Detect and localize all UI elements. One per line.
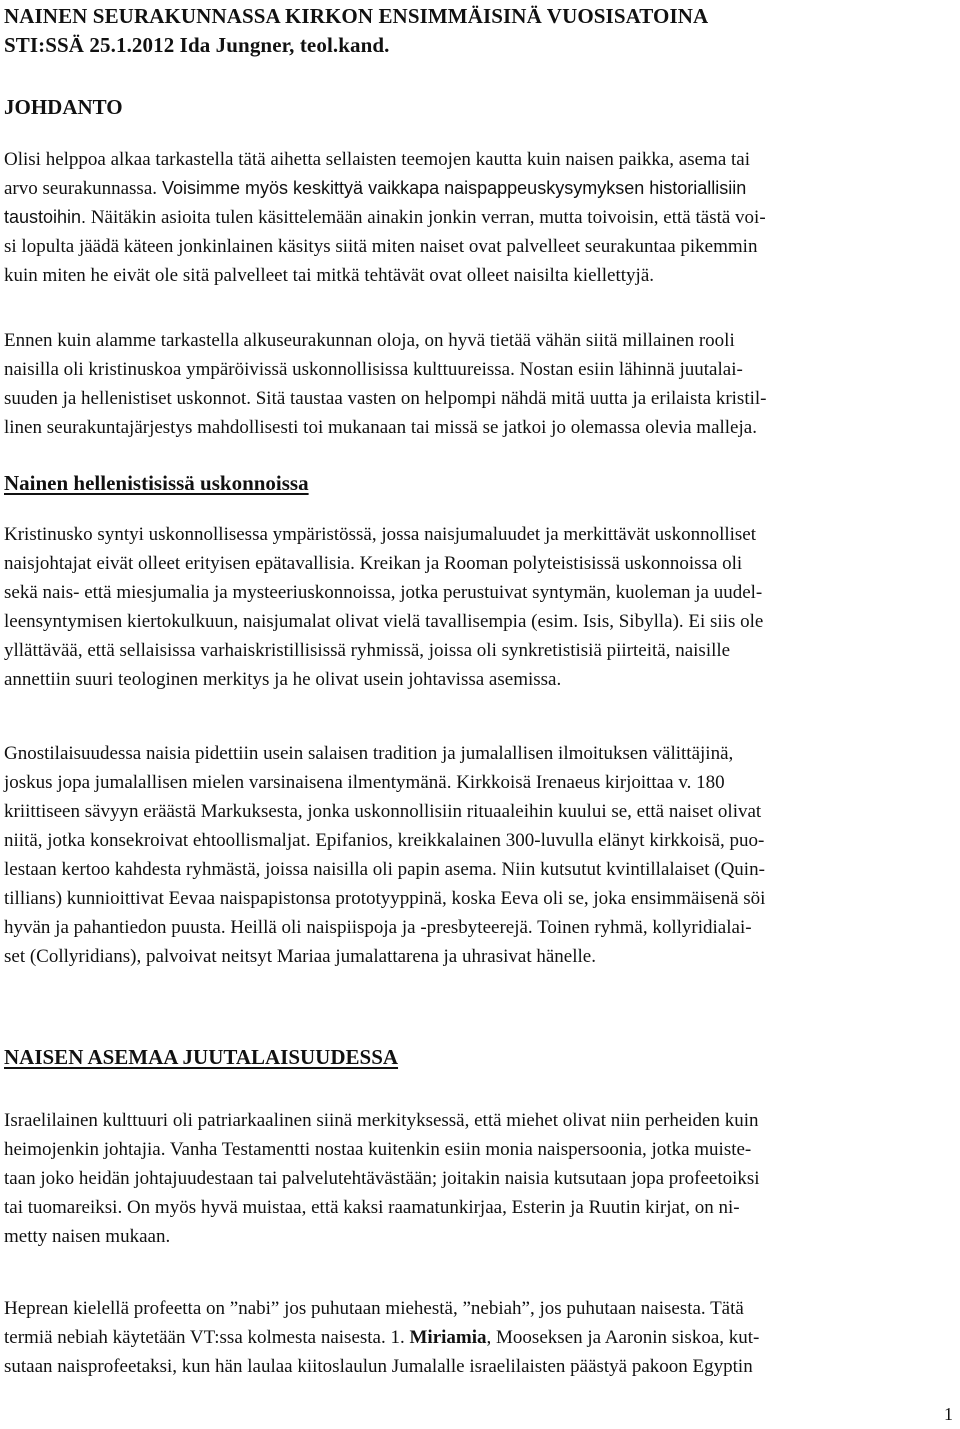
text-line: hyvän ja pahantiedon puusta. Heillä oli naispiispoja ja -presbyteerejä. Toinen ryhmä, kollyridialai- [4,917,752,938]
title-line: STI:SSÄ 25.1.2012 Ida Jungner, teol.kand. [4,33,390,57]
text-line: leensyntymisen kiertokulkuun, naisjumalat olivat vielä tavallisempia (esim. Isis, Sibylla). Ei siis ole [4,611,764,632]
section-heading-judaism: NAISEN ASEMAA JUUTALAISUUDESSA [4,1045,399,1069]
hellenistic-paragraph-2 [4,739,765,971]
text-line [4,174,766,203]
text-line: kriittiseen sävyyn eräästä Markuksesta, jonka uskonnollisiin rituaaleihin kuului se, että naiset olivat [4,801,762,822]
title-line: NAINEN SEURAKUNNASSA KIRKON ENSIMMÄISINÄ VUOSISATOINA [4,4,709,28]
text-line: Olisi helppoa alkaa tarkastella tätä aihetta sellaisten teemojen kautta kuin naisen paikka, asema tai [4,149,750,170]
text-line: si lopulta jäädä käteen jonkinlainen käsitys siitä miten naiset ovat palvelleet seurakuntaa pikemmin [4,236,758,257]
text-segment: , Mooseksen ja Aaronin siskoa, kut- [486,1327,760,1348]
text-segment: arvo seurakunnassa. [4,178,158,199]
text-line: Gnostilaisuudessa naisia pidettiin usein salaisen tradition ja jumalallisen ilmoituksen välittäjinä, [4,743,734,764]
text-segment-sans: Voisimme myös keskittyä vaikkapa naispappeuskysymyksen historiallisiin [157,178,747,198]
text-line: sutaan naisprofeetaksi, kun hän laulaa kiitoslaulun Jumalalle israelilaisten päästyä pakoon Egyptin [4,1356,753,1377]
page-number: 1 [944,1404,953,1424]
text-line: annettiin suuri teologinen merkitys ja he olivat usein johtavissa asemissa. [4,669,562,690]
text-segment: termiä nebiah käytetään VT:ssa kolmesta naisesta. 1. [4,1327,410,1348]
text-line [4,1323,759,1352]
text-line: tillians) kunnioittivat Eevaa naispapistonsa prototyyppinä, koska Eeva oli se, joka ensimmäisenä söi [4,888,766,909]
section-heading-johdanto: JOHDANTO [4,95,123,119]
text-segment-sans: taustoihin. [4,207,87,227]
text-line [4,203,766,232]
text-line: sekä nais- että miesjumalia ja mysteeriuskonnoissa, jotka perustuivat syntymän, kuoleman ja uudel- [4,582,763,603]
text-line: yllättävää, että sellaisissa varhaiskristillisissä ryhmissä, joissa oli synkretistisiä piirteitä, naisille [4,640,731,661]
text-line: heimojenkin johtajia. Vanha Testamentti nostaa kuitenkin esiin monia naispersoonia, jotka muiste- [4,1139,752,1160]
text-line: taan joko heidän johtajuudestaan tai palvelutehtävästään; joitakin naisia kutsutaan jopa profeetoiksi [4,1168,760,1189]
text-line: Israelilainen kulttuuri oli patriarkaalinen siinä merkityksessä, että miehet olivat niin perheiden kuin [4,1110,759,1131]
bold-name-miriamia: Miriamia [409,1327,487,1348]
text-segment: Näitäkin asioita tulen käsittelemään ainakin jonkin verran, mutta toivoisin, että tästä voi- [86,207,766,228]
hellenistic-paragraph-1 [4,520,763,694]
text-line: linen seurakuntajärjestys mahdollisesti toi mukanaan tai missä se jatkoi jo olemassa olevia malleja. [4,417,757,438]
intro-paragraph-1 [4,145,766,290]
text-line: niitä, jotka konsekroivat ehtoollismaljat. Epifanios, kreikkalainen 300-luvulla elänyt kirkkoisä, puo- [4,830,765,851]
text-line: Ennen kuin alamme tarkastella alkuseurakunnan oloja, on hyvä tietää vähän siitä millainen rooli [4,330,735,351]
text-line: naisjohtajat eivät olleet erityisen epätavallisia. Kreikan ja Rooman polyteistisissä uskonnoissa oli [4,553,743,574]
text-line: joskus jopa jumalallisen mielen varsinaisena ilmentymänä. Kirkkoisä Irenaeus kirjoittaa v. 180 [4,772,725,793]
section-heading-hellenistic: Nainen hellenistisissä uskonnoissa [4,471,309,495]
text-line: lestaan kertoo kahdesta ryhmästä, joissa naisilla oli papin asema. Niin kutsutut kvintillalaiset (Quin- [4,859,765,880]
text-line: naisilla oli kristinuskoa ympäröivissä uskonnollisissa kulttuureissa. Nostan esiin lähinnä juutalai- [4,359,743,380]
text-line: suuden ja hellenistiset uskonnot. Sitä taustaa vasten on helpompi nähdä mitä uutta ja erilaista kristil- [4,388,767,409]
text-line: Heprean kielellä profeetta on ”nabi” jos puhutaan miehestä, ”nebiah”, jos puhutaan naisesta. Tätä [4,1298,744,1319]
judaism-paragraph-1 [4,1106,760,1251]
text-line: tai tuomareiksi. On myös hyvä muistaa, että kaksi raamatunkirjaa, Esterin ja Ruutin kirjat, on ni- [4,1197,740,1218]
text-line: set (Collyridians), palvoivat neitsyt Mariaa jumalattarena ja uhrasivat hänelle. [4,946,596,967]
text-line: metty naisen mukaan. [4,1226,171,1247]
text-line: kuin miten he eivät ole sitä palvelleet tai mitkä tehtävät ovat olleet naisilta kiellettyjä. [4,265,655,286]
document-title [4,2,708,60]
text-line: Kristinusko syntyi uskonnollisessa ympäristössä, jossa naisjumaluudet ja merkittävät uskonnolliset [4,524,757,545]
judaism-paragraph-2 [4,1294,759,1381]
intro-paragraph-2 [4,326,766,442]
